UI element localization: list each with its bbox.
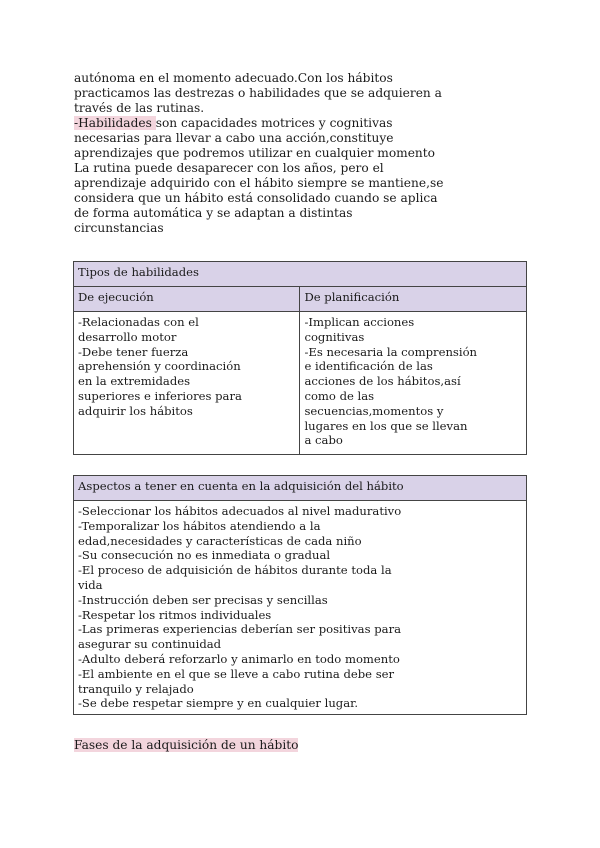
cell-line: -Instrucción deben ser precisas y sencillas <box>78 592 328 607</box>
text-line: través de las rutinas. <box>74 101 205 115</box>
text-line: aprendizajes que podremos utilizar en cualquier momento <box>74 146 436 160</box>
cell-line: aprehensión y coordinación <box>78 359 241 374</box>
fases-heading <box>74 738 298 753</box>
text-line: practicamos las destrezas o habilidades que se adquieren a <box>74 86 442 100</box>
cell-line: -Seleccionar los hábitos adecuados al nivel madurativo <box>78 504 402 518</box>
cell-line: -Relacionadas con el <box>78 315 199 329</box>
text-line: aprendizaje adquirido con el hábito siempre se mantiene,se <box>74 176 444 190</box>
cell-line: edad,necesidades y características de cada niño <box>78 533 362 548</box>
text-line: circunstancias <box>74 221 164 235</box>
text-line: La rutina puede desaparecer con los años, pero el <box>74 161 384 175</box>
cell-line: -Es necesaria la comprensión <box>304 344 478 359</box>
cell-line: -El proceso de adquisición de hábitos durante toda la <box>78 563 392 578</box>
text-fragment: son capacidades motrices y cognitivas <box>155 116 393 130</box>
highlighted-term: -Habilidades <box>74 116 156 130</box>
cell-line: -Adulto deberá reforzarlo y animarlo en todo momento <box>78 651 400 666</box>
cell-line: -Las primeras experiencias deberían ser positivas para <box>78 622 402 637</box>
cell-line: -Su consecución no es inmediata o gradual <box>78 548 331 563</box>
text-line: autónoma en el momento adecuado.Con los hábitos <box>74 71 393 85</box>
cell-line: e identificación de las <box>304 359 433 374</box>
cell-line: adquirir los hábitos <box>78 403 193 418</box>
table-title: Aspectos a tener en cuenta en la adquisición del hábito <box>74 476 527 501</box>
aspectos-cell <box>74 501 527 715</box>
text-line: necesarias para llevar a cabo una acción,constituye <box>74 131 394 145</box>
cell-line: cognitivas <box>304 329 365 344</box>
cell-line: superiores e inferiores para <box>78 388 242 403</box>
cell-line: -Debe tener fuerza <box>78 344 189 359</box>
cell-line: -Se debe respetar siempre y en cualquier lugar. <box>78 696 359 711</box>
cell-line: -El ambiente en el que se lleve a cabo rutina debe ser <box>78 666 395 681</box>
cell-line: -Respetar los ritmos individuales <box>78 607 272 622</box>
tipos-habilidades-table <box>73 261 527 455</box>
fases-heading-text: Fases de la adquisición de un hábito <box>74 738 299 752</box>
cell-line: como de las <box>304 388 375 403</box>
text-line: considera que un hábito está consolidado cuando se aplica <box>74 191 438 205</box>
cell-line: -Temporalizar los hábitos atendiendo a la <box>78 518 321 533</box>
table-title: Tipos de habilidades <box>74 262 527 287</box>
cell-planificacion <box>300 312 527 455</box>
text-line <box>74 116 534 131</box>
aspectos-table <box>73 475 527 715</box>
intro-paragraph <box>74 71 534 236</box>
cell-line: vida <box>78 577 103 592</box>
cell-line: -Implican acciones <box>304 315 415 329</box>
text-line: de forma automática y se adaptan a distintas <box>74 206 353 220</box>
cell-line: acciones de los hábitos,así <box>304 374 461 389</box>
cell-line: en la extremidades <box>78 374 191 389</box>
cell-line: secuencias,momentos y <box>304 403 444 418</box>
column-header-planificacion: De planificación <box>300 287 527 312</box>
column-header-ejecucion: De ejecución <box>74 287 300 312</box>
cell-line: lugares en los que se llevan <box>304 418 468 433</box>
cell-line: tranquilo y relajado <box>78 681 194 696</box>
cell-ejecucion <box>74 312 300 455</box>
cell-line: desarrollo motor <box>78 329 177 344</box>
cell-line: asegurar su continuidad <box>78 637 222 652</box>
cell-line: a cabo <box>304 433 343 448</box>
